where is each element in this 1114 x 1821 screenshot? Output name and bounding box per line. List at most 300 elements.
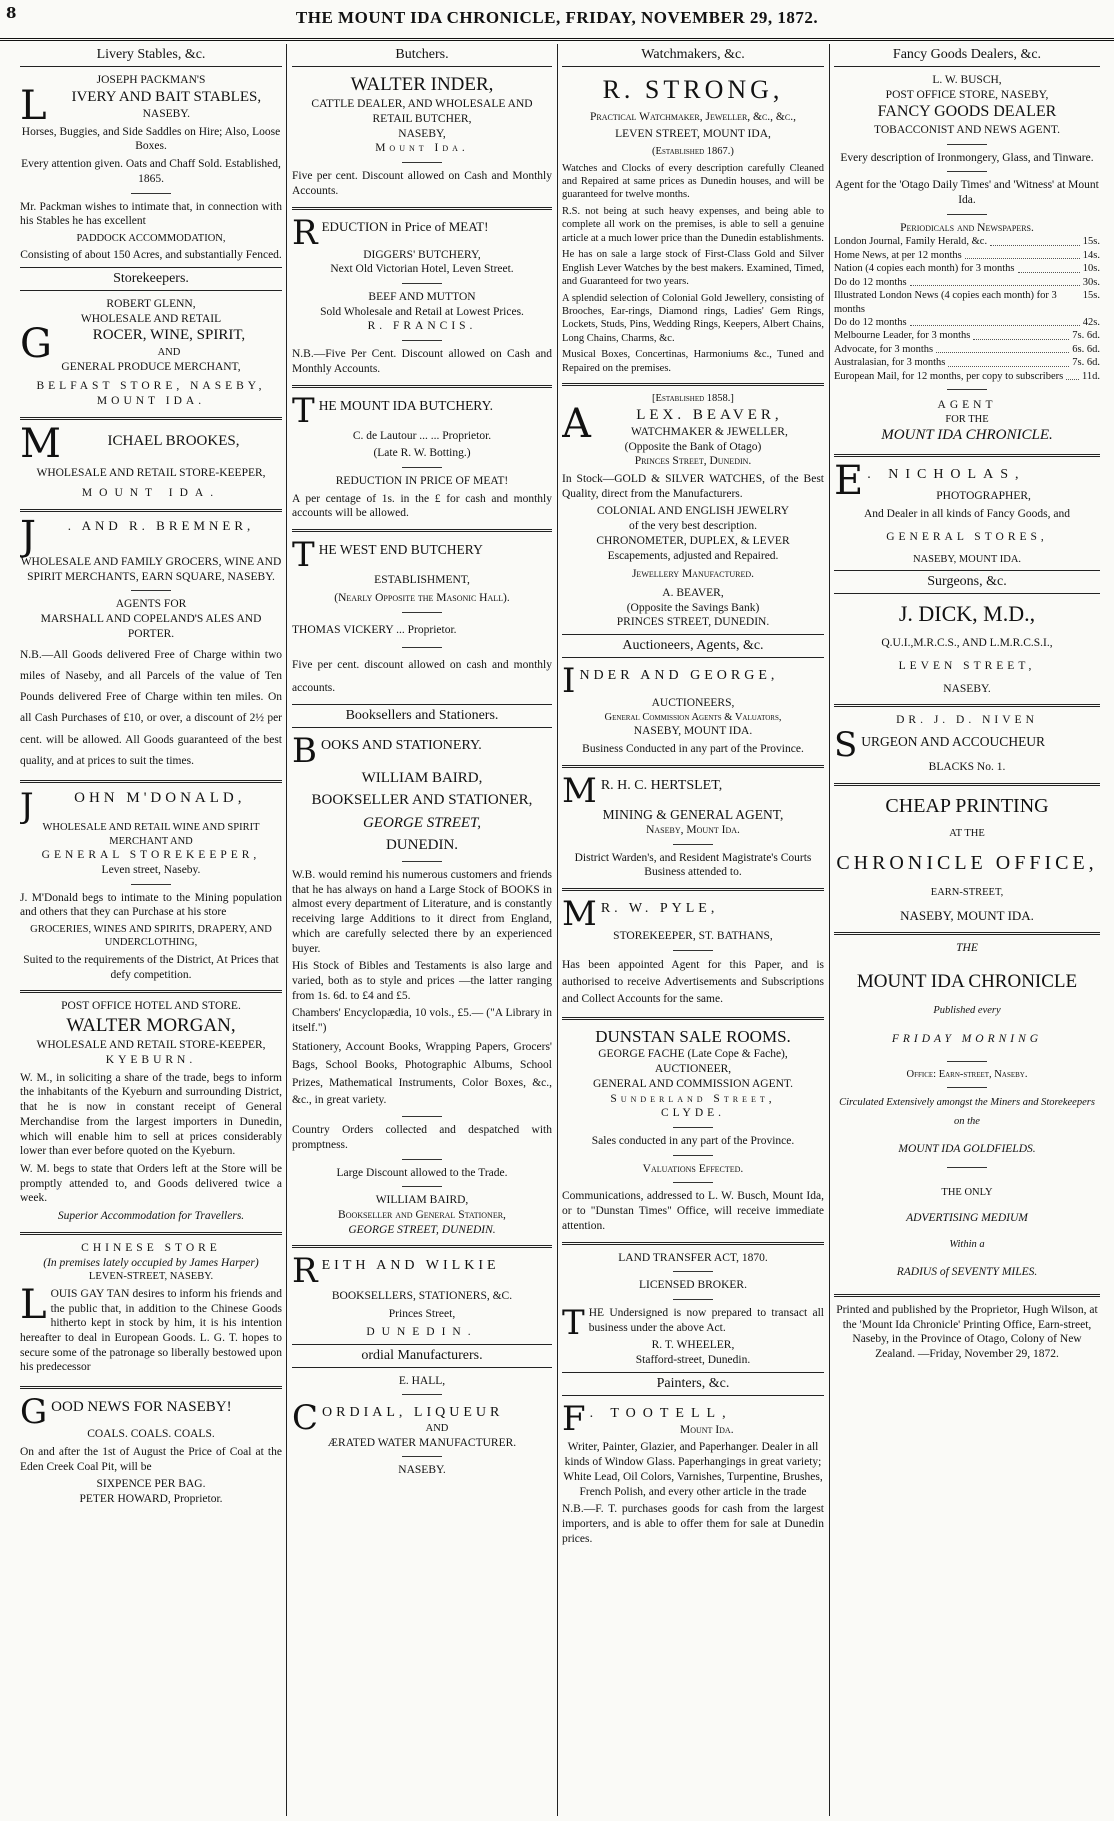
price-item: Do do 12 months [834,317,907,329]
advert-heading: EDUCTION in Price of MEAT! [321,218,489,234]
price-row [834,235,1100,248]
column-rule [829,44,830,1816]
drop-cap: M [562,894,597,935]
section-heading: Auctioneers, Agents, &c. [562,634,824,658]
advert-text: Every description of Ironmongery, Glass, and Tinware. [840,151,1094,164]
advert-line: NASEBY. [398,1464,446,1477]
price-row [834,370,1100,383]
advert-heading: HE MOUNT IDA BUTCHERY. [318,397,493,413]
advert-line: POST OFFICE HOTEL AND STORE. [61,1000,241,1013]
advert-text: DUNEDIN. [385,836,459,853]
divider [673,844,713,845]
advert-heading: WALTER MORGAN, [66,1014,236,1036]
advert-line: Next Old Victorian Hotel, Leven Street. [330,263,514,276]
column-rule [286,44,287,1816]
divider [834,932,1100,935]
advert-line: BELFAST STORE, NASEBY, MOUNT IDA. [36,380,266,407]
divider [834,783,1100,786]
divider [834,454,1100,457]
advert-line: ROBERT GLENN, [106,298,196,310]
advert-text: HE Undersigned is now prepared to transact all business under the above Act. [588,1306,824,1334]
section-heading: Booksellers and Stationers. [292,704,552,728]
section-heading: Watchmakers, &c. [562,44,824,67]
drop-cap: J [20,786,34,827]
column-3 [562,44,824,1816]
advert-line: Mount Ida. [680,1423,734,1436]
advert-line: REDUCTION IN PRICE OF MEAT! [335,475,509,487]
advert-brookes [20,420,282,501]
advert-line: WHOLESALE AND RETAIL [80,312,222,325]
drop-cap: L [20,82,47,129]
price-item: Illustrated London News (4 copies each month) for 3 months [834,290,1057,315]
advert-heading: ORDIAL, LIQUEUR [322,1405,504,1421]
advert-line: THE ONLY [941,1186,993,1198]
advert-heading: . TOOTELL, [589,1405,733,1421]
advert-line: Valuations Effected. [642,1162,744,1175]
divider [292,1245,552,1248]
advert-line: DIGGERS' BUTCHERY, [363,248,481,261]
advert-line: LAND TRANSFER ACT, 1870. [618,1251,768,1264]
advert-text: N.B.—F. T. purchases goods for cash from the largest importers, and is able to offer them for sale at Dunedin prices. [562,1503,824,1545]
advert-line: R. FRANCIS. [367,320,477,333]
advert-heading: R. H. C. HERTSLET, [600,777,723,793]
advert-text: OUIS GAY TAN desires to inform his friends and the public that, in addition to the Chinese Goods hitherto kept in stock by him, it is his intention hereafter to deal in European Goods. L. G. T. hopes to secure some of the patronage so liberally bestowed upon his predecessor [20,1287,282,1374]
advert-mcdonald [20,786,282,982]
price-value: 11d. [1082,370,1100,382]
divider [402,340,442,341]
advert-text: A splendid selection of Colonial Gold Jewellery, consisting of Brooches, Ear-rings, Diamond rings, Ladies' Gem Rings, Lockets, Studs, Pins, Wedding Rings, Keepers, Albert Chains, Long Chains, Charms, &c. [562,292,824,344]
advert-baird [292,731,552,1237]
advert-line: AGENT [937,399,997,412]
advert-text: Mr. Packman wishes to intimate that, in connection with his Stables he has excellent [20,200,282,228]
advert-line: MINING & GENERAL AGENT, [602,806,784,822]
price-row [834,276,1100,289]
advert-heading: OOD NEWS FOR NASEBY! [51,1399,232,1416]
advert-text: N.B.—All Goods delivered Free of Charge within two miles of Naseby, and all Parcels of the value of Ten Pounds delivered Free of Charge within ten miles. On all Cash Purchases of £10, or over, a discount of 2½ per cent. will be allowed. All Goods guaranteed of the best quality, and at prices to suit the times. [20,648,282,767]
divider [673,1271,713,1272]
section-heading: Storekeepers. [20,267,282,291]
advert-line: L. W. BUSCH, [932,73,1002,86]
advert-beaver [562,392,824,630]
advert-line: BEEF AND MUTTON [368,290,476,303]
advert-line: WHOLESALE AND RETAIL WINE AND SPIRIT MERCHANT AND [42,822,260,847]
advert-dunstan-sale-rooms [562,1026,824,1234]
advert-hall [292,1374,552,1479]
advert-text: In Stock—GOLD & SILVER WATCHES, of the Best Quality, direct from the Manufacturers. [562,473,824,500]
advert-line: JOSEPH PACKMAN'S [96,73,206,86]
advert-heading: URGEON AND ACCOUCHEUR [861,734,1046,749]
divider [402,612,442,613]
advert-line: A. BEAVER, [662,587,724,600]
divider [402,1394,442,1395]
section-heading: ordial Manufacturers. [292,1344,552,1368]
advert-text: On and after the 1st of August the Price of Coal at the Eden Creek Coal Pit, will be [20,1445,282,1473]
advert-line: GEORGE STREET, DUNEDIN. [348,1223,496,1236]
advert-text: Agent for the 'Otago Daily Times' and 'Witness' at Mount Ida. [835,179,1099,206]
advert-line: Escapements, adjusted and Repaired. [607,549,779,562]
price-value: 42s. [1082,317,1100,329]
advert-line: DR. J. D. NIVEN [896,714,1038,727]
advert-chronicle [834,941,1100,1279]
price-row [834,329,1100,342]
advert-text: GENERAL STORES, [886,530,1048,543]
advert-line: EARN-STREET, [930,887,1004,899]
advert-text: LEVEN STREET, MOUNT IDA, [615,128,771,141]
advert-heading: LEX. BEAVER, [636,406,783,423]
advert-line: STOREKEEPER, ST. BATHANS, [613,930,773,943]
column-1 [20,44,282,1816]
advert-line: AT THE [949,828,985,840]
advert-line: WILLIAM BAIRD, [375,1194,469,1207]
advert-text: Watches and Clocks of every description carefully Cleaned and Repaired at same prices as Dunedin houses, and will be guaranteed for twelve months. [562,162,824,201]
advert-text: C. de Lautour ... ... Proprietor. [352,429,492,442]
advert-text: BOOKSELLER AND STATIONER, [311,792,533,809]
divider [402,861,442,862]
advert-heading: WALTER INDER, [350,73,494,95]
price-row [834,316,1100,329]
advert-line: Sunderland Street, [610,1092,776,1105]
advert-heading: NDER AND GEORGE, [579,668,779,684]
advert-text: WILLIAM BAIRD, [361,770,483,787]
advert-text: And Dealer in all kinds of Fancy Goods, and [863,508,1070,521]
drop-cap: B [292,731,317,772]
drop-cap: M [562,770,597,811]
advert-inder [292,73,552,199]
advert-line: NASEBY. [142,107,190,120]
advert-line: General Commission Agents & Valuators, [604,711,782,723]
divider [673,1299,713,1300]
divider [20,509,282,512]
advert-line: POST OFFICE STORE, NASEBY, [885,88,1049,101]
advert-land-transfer [562,1251,824,1368]
advert-line: MOUNT IDA GOLDFIELDS. [898,1142,1036,1155]
divider [947,1167,987,1168]
advert-line: RADIUS of SEVENTY MILES. [896,1266,1038,1279]
advert-glenn [20,297,282,409]
section-heading: Butchers. [292,44,552,67]
drop-cap: T [292,535,315,576]
advert-line: NASEBY, MOUNT IDA. [900,907,1034,923]
drop-cap: R [292,1251,318,1292]
advert-line: (In premises lately occupied by James Harper) [43,1256,259,1269]
drop-cap: T [562,1302,585,1343]
price-value: 30s. [1082,276,1100,288]
advert-line: AUCTIONEERS, [651,697,735,710]
advert-line: AND [425,1423,449,1435]
advert-text: Five per cent. discount allowed on cash and monthly accounts. [292,659,552,695]
section-heading: Fancy Goods Dealers, &c. [834,44,1100,67]
advert-heading: CHINESE STORE [81,1241,221,1254]
divider [292,207,552,210]
advert-line: Naseby, Mount Ida. [646,823,740,836]
advert-line: Sold Wholesale and Retail at Lowest Prices. [320,305,524,318]
advert-text: Writer, Painter, Glazier, and Paperhanger. Dealer in all kinds of Window Glass. Paperhangings in great variety; White Lead, Oil Colors, Varnishes, Turpentine, Brushes, French Polish, and every other article in the trade [563,1441,823,1498]
advert-inder-george [562,661,824,757]
divider [20,417,282,420]
advert-line: Jewellery Manufactured. [631,568,755,581]
price-row [834,343,1100,356]
divider [562,383,824,386]
section-heading: Livery Stables, &c. [20,44,282,67]
divider [947,389,987,390]
masthead-title: THE MOUNT IDA CHRONICLE, FRIDAY, NOVEMBER 29, 1872. [295,8,819,27]
advert-line: TOBACCONIST AND NEWS AGENT. [874,123,1060,136]
advert-mount-ida-butchery [292,390,552,522]
advert-text: W. M., in soliciting a share of the trade, begs to inform the inhabitants of the Kyeburn and surrounding District, that he is now in constant receipt of General Merchandise from the largest importers in Dunedin, which will enable him to sell at prices considerably lower than ever before quoted on the Kyeburn. [20,1071,282,1158]
advert-west-end-butchery [292,535,552,700]
drop-cap: G [20,321,52,368]
masthead [0,0,1114,41]
divider [673,950,713,951]
price-item: Advocate, for 3 months [834,343,934,355]
advert-line: MOUNT IDA CHRONICLE. [881,427,1053,444]
divider [562,765,824,768]
divider [131,193,171,194]
divider [402,647,442,648]
advert-text: N.B.—Five Per Cent. Discount allowed on Cash and Monthly Accounts. [292,348,552,375]
drop-cap: A [562,400,591,447]
advert-heading: CHEAP PRINTING [885,794,1049,817]
drop-cap: F [562,1398,586,1439]
advert-heading: IVERY AND BAIT STABLES, [71,88,262,105]
drop-cap: J [20,513,37,559]
advert-text: Business Conducted in any part of the Province. [582,742,804,755]
advert-heading: ROCER, WINE, SPIRIT, [92,327,246,344]
advert-line: WHOLESALE AND RETAIL STORE-KEEPER, [36,1039,266,1052]
advert-text: DUNEDIN. [366,1325,478,1338]
advert-line: SIXPENCE PER BAG. [96,1478,206,1491]
advert-chinese-store [20,1241,282,1378]
advert-cheap-printing [834,794,1100,925]
advert-line: LEVEN-STREET, NASEBY. [88,1271,214,1283]
advert-bremner [20,513,282,772]
advert-heading: . NICHOLAS, [867,466,1026,482]
divider [673,1182,713,1183]
advert-line: Bookseller and General Stationer, [338,1209,506,1221]
advert-packman [20,73,282,263]
advert-heading: J. DICK, M.D., [898,600,1036,626]
advert-text: W. M. begs to state that Orders left at the Store will be promptly attended to, and Goods delivered twice a week. [20,1163,282,1205]
advert-heading: R. W. PYLE, [600,901,719,917]
drop-cap: C [292,1398,319,1439]
divider [131,590,171,591]
advert-text: LEVEN STREET, [898,659,1036,672]
advert-text: Superior Accommodation for Travellers. [57,1210,245,1223]
advert-line: CLYDE. [660,1107,726,1120]
advert-line: COLONIAL AND ENGLISH JEWELRY [596,505,790,518]
advert-text: WHOLESALE AND RETAIL STORE-KEEPER, [36,466,266,479]
divider [947,1087,987,1088]
advert-line: PETER HOWARD, Proprietor. [79,1492,223,1505]
advert-text: Practical Watchmaker, Jeweller, &c., &c., [590,110,796,123]
column-2 [292,44,552,1816]
advert-line: FRIDAY MORNING [891,1032,1043,1045]
advert-line: MOUNT IDA. [81,487,221,500]
advert-text: District Warden's, and Resident Magistrate's Courts Business attended to. [574,851,812,879]
page-number: 8 [6,4,17,22]
price-value: 7s. 6d. [1072,330,1100,342]
advert-text: GEORGE STREET, [362,814,482,831]
advert-text: Large Discount allowed to the Trade. [336,1166,508,1179]
price-item: Do do 12 months [834,276,907,288]
imprint: Printed and published by the Proprietor, Hugh Wilson, at the 'Mount Ida Chronicle' Printing Office, Earn-street, Naseby, in the Province of Otago, Colony of New Zealand. —Friday, November 29, 1872. [836,1303,1098,1360]
divider [402,283,442,284]
advert-line: COALS. COALS. COALS. [87,1428,215,1441]
advert-text: Stationery, Account Books, Wrapping Papers, Grocers' Bags, School Books, Photographic Albums, School Prizes, Mathematical Instruments, Color Boxes, &c., &c., in great variety. [292,1040,552,1107]
advert-pyle [562,894,824,1008]
price-list [834,235,1100,383]
advert-line: THE [956,942,978,955]
divider [20,990,282,993]
drop-cap: S [834,725,858,765]
divider [562,1017,824,1020]
price-item: Melbourne Leader, for 3 months [834,330,971,342]
advert-text: Musical Boxes, Concertinas, Harmoniums &c., Tuned and Repaired on the premises. [562,349,824,374]
advert-line: AND [157,346,181,358]
advert-text: Suited to the requirements of the District, At Prices that defy competition. [23,953,279,981]
advert-text: Communications, addressed to L. W. Busch, Mount Ida, or to "Dunstan Times" Office, will receive immediate attention. [562,1190,824,1232]
advert-line: PHOTOGRAPHER, [936,490,1031,503]
advert-text: He has on sale a large stock of First-Class Gold and Silver English Lever Watches by the best makers. Examined, Timed, and Guaranteed for two years. [562,249,824,288]
advert-text: ESTABLISHMENT, [374,574,470,587]
divider [947,144,987,145]
advert-line: GENERAL PRODUCE MERCHANT, [61,361,241,374]
advert-reith-wilkie [292,1251,552,1339]
advert-strong [562,73,824,375]
advert-line: WATCHMAKER & JEWELLER, [631,425,788,438]
advert-busch [834,73,1100,446]
advert-heading: OOKS AND STATIONERY. [321,738,482,754]
advert-line: Office: Earn-street, Naseby. [906,1068,1028,1080]
divider [947,171,987,172]
advert-coal [20,1392,282,1507]
advert-heading: OHN M'DONALD, [74,790,246,807]
column-rule [557,44,558,1816]
advert-text: THOMAS VICKERY ... Proprietor. [292,623,457,636]
advert-tootell [562,1398,824,1547]
advert-line: GROCERIES, WINES AND SPIRITS, DRAPERY, AND UNDERCLOTHING, [30,923,272,949]
advert-text: His Stock of Bibles and Testaments is also large and varied, both as to style and prices —the latter ranging from 1s. 6d. to £4 and £5. [292,960,552,1002]
divider [834,704,1100,707]
drop-cap: E [834,457,864,504]
advert-line: NASEBY, MOUNT IDA. [633,725,753,738]
price-row [834,289,1100,316]
divider [834,1294,1100,1297]
advert-line: R. T. WHEELER, [651,1339,735,1352]
advert-line: Princes Street, Dunedin. [634,455,752,468]
divider [562,1242,824,1245]
advert-line: CATTLE DEALER, AND WHOLESALE AND RETAIL BUTCHER, [311,98,533,125]
price-value: 15s. [1082,236,1100,248]
advert-line: (Opposite the Savings Bank) [626,601,760,614]
advert-line: NASEBY, MOUNT IDA. [912,553,1022,565]
advert-line: KYEBURN. [105,1054,197,1066]
drop-cap: I [562,661,576,702]
advert-text: Circulated Extensively amongst the Miners and Storekeepers on the [839,1097,1095,1127]
divider [402,1159,442,1160]
advert-text: Q.U.I.,M.R.C.S., AND L.M.R.C.S.I., [881,637,1053,650]
drop-cap: M [20,420,61,467]
advert-nicholas [834,457,1100,567]
advert-text: Consisting of about 150 Acres, and substantially Fenced. [20,249,282,262]
advert-morgan [20,999,282,1224]
divider [402,1186,442,1187]
divider [292,385,552,388]
advert-line: Periodicals and Newspapers. [900,221,1034,234]
advert-heading: R. STRONG, [602,74,784,104]
advert-text: Five per cent. Discount allowed on Cash and Monthly Accounts. [292,170,552,197]
price-value: 6s. 6d. [1072,343,1100,355]
divider [673,1155,713,1156]
advert-line: Leven street, Naseby. [101,863,201,876]
price-item: Australasian, for 3 months [834,357,946,369]
advert-diggers-butchery [292,212,552,377]
price-value: 15s. [1082,290,1100,302]
advert-line: Within a [949,1238,985,1250]
advert-hertslet [562,770,824,880]
divider [131,884,171,885]
advert-line: Mount Ida. [375,142,469,155]
advert-text: BOOKSELLERS, STATIONERS, &C. [331,1290,513,1303]
advert-text: WHOLESALE AND FAMILY GROCERS, WINE AND SPIRIT MERCHANTS, EARN SQUARE, NASEBY. [20,556,282,583]
divider [673,1127,713,1128]
advert-heading: . AND R. BREMNER, [67,518,255,533]
divider [402,1116,442,1117]
divider [947,1061,987,1062]
price-row [834,262,1100,275]
advert-text: Every attention given. Oats and Chaff Sold. Established, 1865. [21,158,281,185]
advert-heading: MOUNT IDA CHRONICLE [856,971,1078,993]
advert-text: Princes Street, [388,1308,456,1321]
advert-text: J. M'Donald begs to intimate to the Mining population and others that they can Purchase at his store [20,891,282,919]
advert-line: ÆRATED WATER MANUFACTURER. [327,1436,517,1449]
advert-line: MARSHALL AND COPELAND'S ALES AND PORTER. [40,613,262,640]
advert-heading: DUNSTAN SALE ROOMS. [595,1026,791,1046]
divider [292,529,552,532]
divider [947,214,987,215]
advert-line: PRINCES STREET, DUNEDIN. [616,616,770,629]
divider [402,1456,442,1457]
advert-heading: EITH AND WILKIE [321,1258,500,1274]
drop-cap: T [292,390,315,431]
advert-text: Has been appointed Agent for this Paper, and is authorised to receive Advertisements and Subscriptions and Collect Accounts for the same. [562,958,824,1006]
price-item: European Mail, for 12 months, per copy to subscribers [834,370,1064,382]
divider [20,1386,282,1389]
advert-line: LICENSED BROKER. [639,1279,747,1292]
advert-line: [Established 1858.] [652,393,734,405]
divider [20,780,282,783]
advert-line: GENERAL STOREKEEPER, [41,849,261,862]
advert-line: of the very best description. [628,520,758,533]
divider [562,888,824,891]
advert-text: Country Orders collected and despatched with promptness. [292,1124,552,1151]
divider [402,162,442,163]
drop-cap: G [20,1392,48,1433]
advert-heading: FANCY GOODS DEALER [877,103,1057,121]
price-row [834,249,1100,262]
divider [20,1232,282,1235]
advert-text: (Nearly Opposite the Masonic Hall). [334,591,510,604]
divider [402,467,442,468]
advert-line: GENERAL AND COMMISSION AGENT. [593,1077,793,1090]
advert-heading: ICHAEL BROOKES, [107,432,240,449]
advert-line: NASEBY, [398,127,446,140]
advert-text: W.B. would remind his numerous customers and friends that he has always on hand a Large Stock of BOOKS in almost every department of Literature, and is constantly receiving large Additions to it direct from England, which are carefully selected there by an experienced buyer. [292,868,552,955]
advert-line: PADDOCK ACCOMMODATION, [76,232,226,244]
advert-text: (Late R. W. Botting.) [373,447,471,460]
advert-text: R.S. not being at such heavy expenses, and being able to complete all work on the premises, is able to sell a genuine article at a much lower price than the Dunedin establishments. [562,205,824,244]
advert-line: CHRONOMETER, DUPLEX, & LEVER [596,534,790,547]
